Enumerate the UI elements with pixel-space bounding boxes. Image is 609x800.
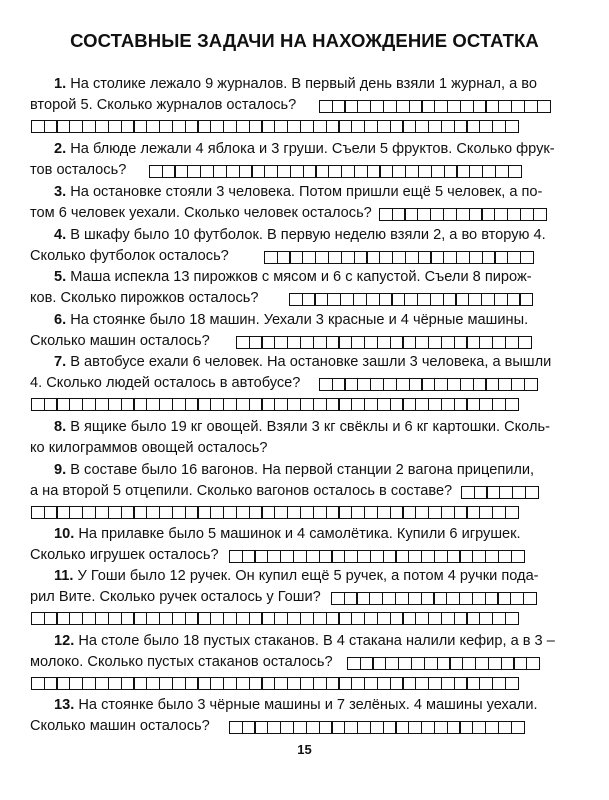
- answer-cell[interactable]: [508, 165, 522, 178]
- task-text-line1: На столике лежало 9 журналов. В первый день взяли 1 журнал, а во: [70, 76, 537, 92]
- task-text-line1: В составе было 16 вагонов. На первой станции 2 вагона прицепили,: [70, 462, 535, 478]
- task-10: [30, 524, 560, 566]
- task-text-line2: тов осталось?: [30, 162, 127, 178]
- task-number: 13.: [54, 697, 75, 713]
- task-number: 8.: [54, 419, 67, 435]
- task-text-line2: Сколько футболок осталось?: [30, 248, 229, 264]
- page-number: 15: [297, 742, 312, 757]
- task-text-line1: На стоянке было 18 машин. Уехали 3 красные и 4 чёрные машины.: [70, 312, 529, 328]
- task-text-line1: В ящике было 19 кг овощей. Взяли 3 кг свёклы и 6 кг картошки. Сколь-: [70, 419, 550, 435]
- answer-boxes[interactable]: [32, 612, 519, 625]
- task-number: 6.: [54, 312, 67, 328]
- answer-cell[interactable]: [505, 612, 519, 625]
- task-number: 4.: [54, 227, 67, 243]
- task-text-line1: На стоянке было 3 чёрные машины и 7 зелёных. 4 машины уехали.: [78, 697, 538, 713]
- task-8: [30, 417, 560, 459]
- task-9: [30, 460, 560, 523]
- answer-cell[interactable]: [505, 506, 519, 519]
- task-13: [30, 695, 560, 737]
- page-title: СОСТАВНЫЕ ЗАДАЧИ НА НАХОЖДЕНИЕ ОСТАТКА: [70, 30, 539, 51]
- task-text-line2: рил Вите. Сколько ручек осталось у Гоши?: [30, 589, 321, 605]
- task-text-line2: Сколько машин осталось?: [30, 333, 210, 349]
- answer-cell[interactable]: [505, 120, 519, 133]
- answer-boxes[interactable]: [32, 398, 519, 411]
- answer-cell[interactable]: [511, 550, 525, 563]
- task-number: 1.: [54, 76, 67, 92]
- answer-boxes[interactable]: [290, 293, 533, 306]
- task-1: [30, 74, 560, 137]
- answer-boxes[interactable]: [230, 550, 525, 563]
- task-2: [30, 139, 560, 181]
- task-number: 12.: [54, 633, 75, 649]
- task-text-line2: Сколько игрушек осталось?: [30, 547, 219, 563]
- task-text-line1: У Гоши было 12 ручек. Он купил ещё 5 ручек, а потом 4 ручки пода-: [77, 568, 539, 584]
- answer-cell[interactable]: [523, 592, 537, 605]
- task-number: 9.: [54, 462, 67, 478]
- answer-boxes[interactable]: [462, 486, 539, 499]
- answer-boxes[interactable]: [332, 592, 537, 605]
- task-text-line1: Маша испекла 13 пирожков с мясом и 6 с капустой. Съели 8 пирож-: [70, 269, 532, 285]
- answer-boxes[interactable]: [320, 100, 551, 113]
- task-text-line2: том 6 человек уехали. Сколько человек осталось?: [30, 205, 372, 221]
- answer-cell[interactable]: [519, 293, 533, 306]
- answer-cell[interactable]: [511, 721, 525, 734]
- task-text-line2: ко килограммов овощей осталось?: [30, 440, 268, 456]
- task-4: [30, 225, 560, 267]
- answer-cell[interactable]: [518, 336, 532, 349]
- answer-boxes[interactable]: [150, 165, 522, 178]
- task-text-line1: В автобусе ехали 6 человек. На остановке зашли 3 человека, а вышли: [70, 354, 552, 370]
- task-text-line2: а на второй 5 отцепили. Сколько вагонов осталось в составе?: [30, 483, 453, 499]
- task-text-line2: молоко. Сколько пустых стаканов осталось?: [30, 654, 333, 670]
- answer-cell[interactable]: [520, 251, 534, 264]
- answer-boxes[interactable]: [237, 336, 532, 349]
- answer-cell[interactable]: [505, 398, 519, 411]
- task-text-line2: 4. Сколько людей осталось в автобусе?: [30, 375, 301, 391]
- task-3: [30, 182, 560, 224]
- task-number: 2.: [54, 141, 67, 157]
- task-number: 10.: [54, 526, 75, 542]
- answer-boxes[interactable]: [32, 506, 519, 519]
- answer-cell[interactable]: [537, 100, 551, 113]
- answer-cell[interactable]: [525, 486, 539, 499]
- task-text-line1: В шкафу было 10 футболок. В первую неделю взяли 2, а во вторую 4.: [70, 227, 546, 243]
- answer-boxes[interactable]: [32, 677, 519, 690]
- task-5: [30, 267, 560, 309]
- answer-cell[interactable]: [526, 657, 540, 670]
- answer-boxes[interactable]: [32, 120, 519, 133]
- answer-boxes[interactable]: [320, 378, 538, 391]
- task-text-line1: На столе было 18 пустых стаканов. В 4 стакана налили кефир, а в 3 –: [78, 633, 555, 649]
- task-number: 5.: [54, 269, 67, 285]
- task-number: 3.: [54, 184, 67, 200]
- task-7: [30, 352, 560, 415]
- task-text-line2: ков. Сколько пирожков осталось?: [30, 290, 259, 306]
- answer-boxes[interactable]: [380, 208, 547, 221]
- task-text-line1: На прилавке было 5 машинок и 4 самолётика. Купили 6 игрушек.: [78, 526, 521, 542]
- task-11: [30, 566, 560, 629]
- answer-cell[interactable]: [533, 208, 547, 221]
- task-text-line1: На блюде лежали 4 яблока и 3 груши. Съели 5 фруктов. Сколько фрук-: [70, 141, 555, 157]
- task-12: [30, 631, 560, 694]
- task-6: [30, 310, 560, 352]
- task-text-line1: На остановке стояли 3 человека. Потом пришли ещё 5 человек, а по-: [70, 184, 543, 200]
- task-text-line2: Сколько машин осталось?: [30, 718, 210, 734]
- answer-cell[interactable]: [505, 677, 519, 690]
- answer-boxes[interactable]: [230, 721, 525, 734]
- answer-cell[interactable]: [524, 378, 538, 391]
- answer-boxes[interactable]: [265, 251, 534, 264]
- task-number: 11.: [54, 568, 74, 584]
- task-number: 7.: [54, 354, 67, 370]
- task-text-line2: второй 5. Сколько журналов осталось?: [30, 97, 297, 113]
- answer-boxes[interactable]: [348, 657, 540, 670]
